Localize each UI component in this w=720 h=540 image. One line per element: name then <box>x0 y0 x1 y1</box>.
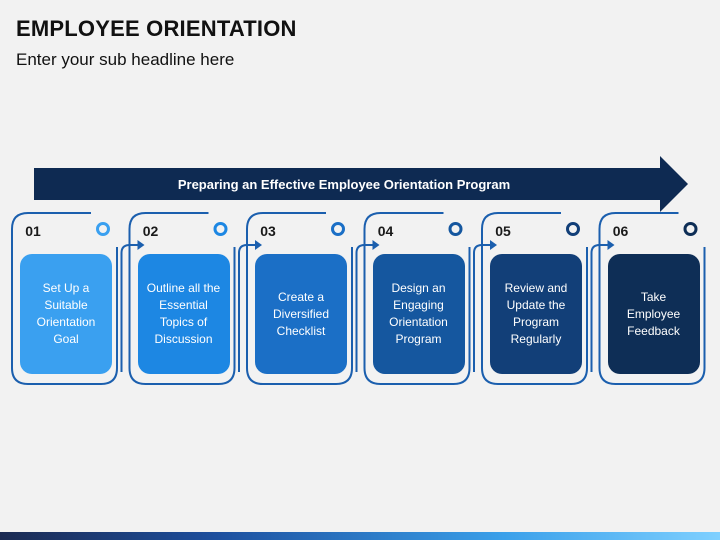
connector-dot-icon <box>333 224 344 235</box>
step-card <box>608 254 700 374</box>
banner-label: Preparing an Effective Employee Orientation Program <box>177 176 511 192</box>
step-card <box>373 254 465 374</box>
step-text: Outline all the Essential Topics of Discussion <box>146 281 221 346</box>
step-text: Set Up a Suitable Orientation Goal <box>36 281 96 346</box>
step-card <box>255 254 347 374</box>
connector-dot-icon <box>685 224 696 235</box>
footer-accent-bar <box>0 532 720 540</box>
arrow-head-icon <box>490 240 497 250</box>
connector-dot-icon <box>98 224 109 235</box>
arrow-head-icon <box>608 240 615 250</box>
connector-dot-icon <box>450 224 461 235</box>
step-card <box>490 254 582 374</box>
step-number: 06 <box>612 223 629 239</box>
step-number: 01 <box>25 223 41 239</box>
page-title: EMPLOYEE ORIENTATION <box>16 16 297 41</box>
step-number: 05 <box>495 223 511 239</box>
step-number: 02 <box>142 223 159 239</box>
arrow-head-icon <box>255 240 262 250</box>
step-text: Take Employee Feedback <box>626 289 681 338</box>
step-card <box>138 254 230 374</box>
connector-dot-icon <box>568 224 579 235</box>
step-card <box>20 254 112 374</box>
connector-dot-icon <box>215 224 226 235</box>
step-text: Create a Diversified Checklist <box>272 289 329 338</box>
step-number: 04 <box>377 223 394 239</box>
step-text: Review and Update the Program Regularly <box>504 281 568 346</box>
step-number: 03 <box>260 223 276 239</box>
step-text: Design an Engaging Orientation Program <box>389 281 448 346</box>
page-subtitle: Enter your sub headline here <box>16 50 235 69</box>
arrow-head-icon <box>373 240 380 250</box>
arrow-head-icon <box>138 240 145 250</box>
